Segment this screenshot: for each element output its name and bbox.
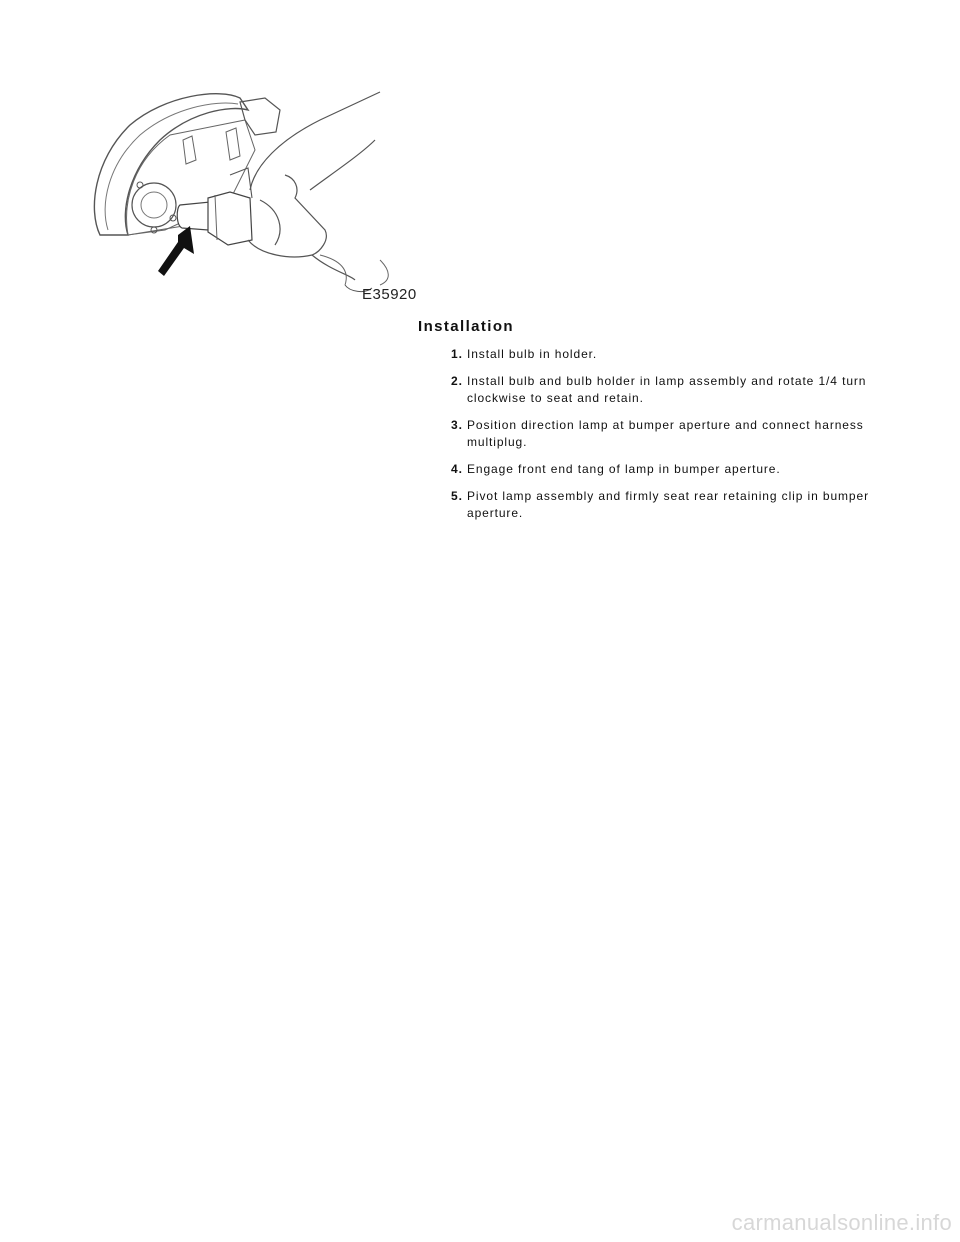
step-text: Install bulb in holder. [467, 347, 598, 361]
list-item [451, 417, 881, 451]
section-title: Installation [418, 318, 514, 335]
list-item [451, 373, 881, 407]
lamp-tab [240, 98, 280, 135]
step-number: 3. [451, 418, 463, 432]
list-item [451, 346, 881, 363]
hand [248, 92, 380, 280]
step-text: Engage front end tang of lamp in bumper aperture. [467, 462, 781, 476]
watermark: carmanualsonline.info [731, 1210, 952, 1235]
step-text: Install bulb and bulb holder in lamp assembly and rotate 1/4 turn clockwise to seat and retain. [467, 374, 867, 405]
bulb [177, 202, 210, 230]
step-number: 4. [451, 462, 463, 476]
bulb-holder [208, 192, 252, 245]
step-text: Pivot lamp assembly and firmly seat rear retaining clip in bumper aperture. [467, 489, 869, 520]
step-text: Position direction lamp at bumper aperture and connect harness multiplug. [467, 418, 864, 449]
figure-code: E35920 [362, 286, 417, 303]
bulb-socket [132, 183, 176, 227]
arrow-icon [158, 226, 194, 276]
list-item [451, 488, 881, 522]
bulb-installation-illustration [80, 80, 430, 310]
step-number: 1. [451, 347, 463, 361]
step-number: 5. [451, 489, 463, 503]
list-item [451, 461, 881, 478]
step-number: 2. [451, 374, 463, 388]
installation-steps [451, 346, 881, 532]
